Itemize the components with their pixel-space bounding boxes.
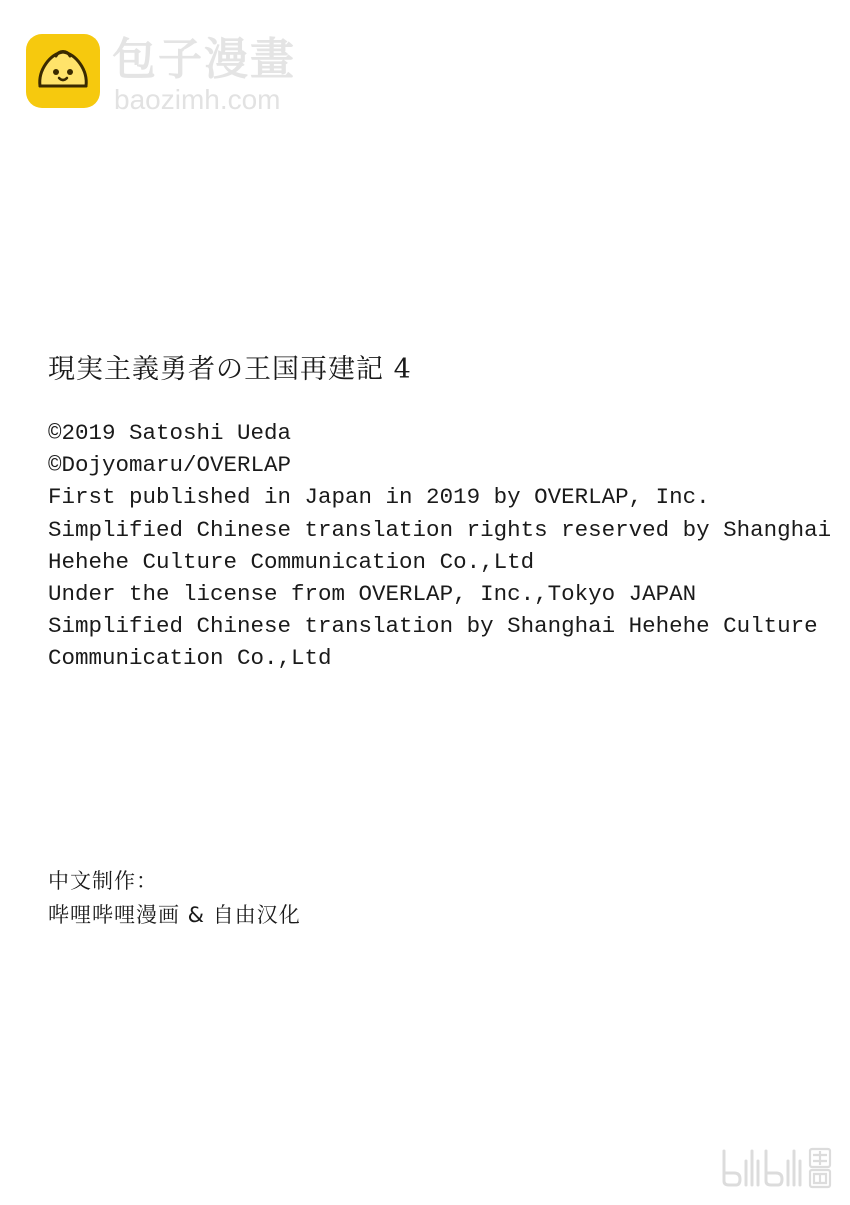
copyright-line: Communication Co.,Ltd [48, 645, 332, 672]
copyright-line: ©2019 Satoshi Ueda [48, 420, 292, 446]
book-title: 現実主義勇者の王国再建記 4 [48, 354, 412, 385]
credits-value: 哔哩哔哩漫画 & 自由汉化 [48, 903, 301, 927]
watermark-site-name: 包子漫畫 [112, 34, 296, 85]
copyright-line: ©Dojyomaru/OVERLAP [48, 452, 292, 479]
copyright-line: First published in Japan in 2019 by OVERLAP, Inc. [48, 484, 710, 511]
bilibili-comics-logo-icon [718, 1145, 836, 1191]
copyright-block [48, 417, 831, 675]
copyright-line: Simplified Chinese translation by Shanghai Hehehe Culture [48, 613, 818, 640]
copyright-line: Under the license from OVERLAP, Inc.,Tokyo JAPAN [48, 580, 697, 607]
copyright-line: Simplified Chinese translation rights reserved by Shanghai [48, 516, 832, 543]
bun-face-icon [26, 34, 100, 108]
credits-label: 中文制作： [48, 869, 158, 893]
watermark [26, 34, 326, 114]
copyright-line: Hehehe Culture Communication Co.,Ltd [48, 548, 535, 575]
credits-block [48, 864, 301, 932]
watermark-site-url: baozimh.com [114, 84, 281, 115]
